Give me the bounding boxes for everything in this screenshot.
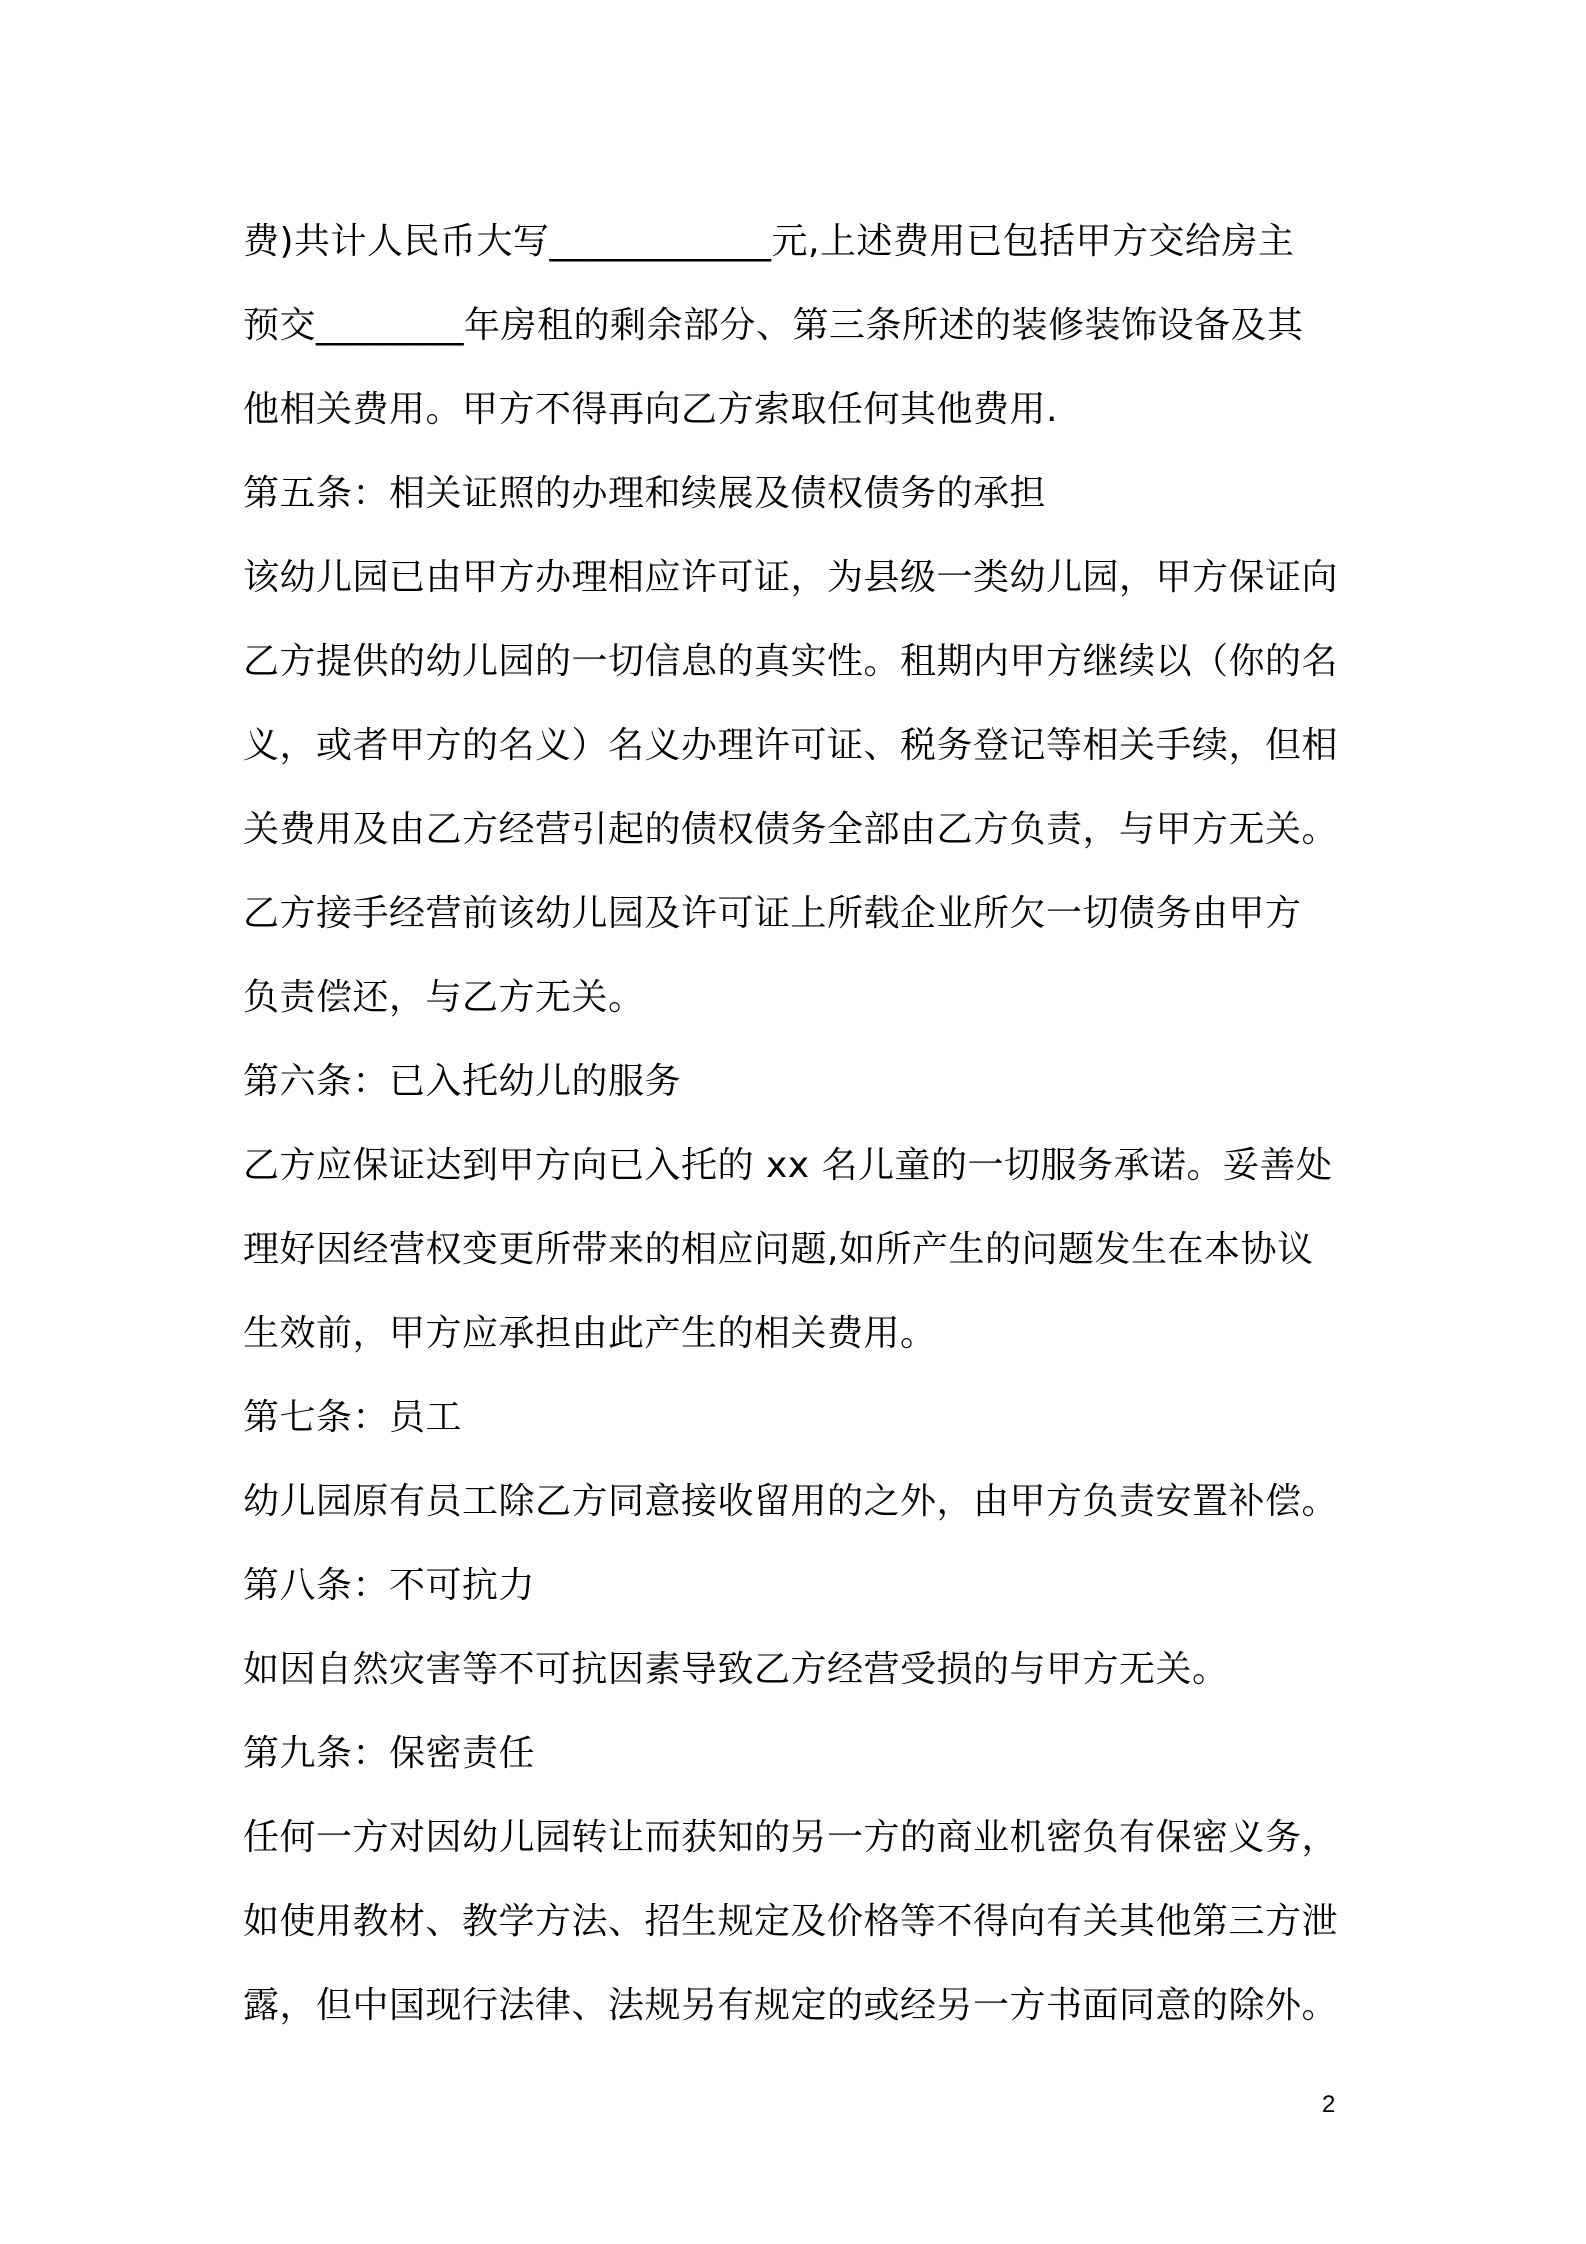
body-line: 义，或者甲方的名义）名义办理许可证、税务登记等相关手续，但相: [243, 725, 1339, 766]
body-line: 乙方应保证达到甲方向已入托的 xx 名儿童的一切服务承诺。妥善处: [243, 1145, 1333, 1186]
body-line: 负责偿还，与乙方无关。: [243, 977, 645, 1018]
body-line: 理好因经营权变更所带来的相应问题,如所产生的问题发生在本协议: [243, 1229, 1314, 1270]
section-heading-9: 第九条：保密责任: [243, 1733, 536, 1774]
body-line: 露，但中国现行法律、法规另有规定的或经另一方书面同意的除外。: [243, 1985, 1339, 2026]
body-line: 关费用及由乙方经营引起的债权债务全部由乙方负责，与甲方无关。: [243, 809, 1339, 850]
body-line: 乙方接手经营前该幼儿园及许可证上所载企业所欠一切债务由甲方: [243, 893, 1302, 934]
body-line: 如因自然灾害等不可抗因素导致乙方经营受损的与甲方无关。: [243, 1649, 1229, 1690]
section-heading-7: 第七条：员工: [243, 1397, 463, 1438]
document-body: [243, 200, 1363, 2048]
body-line: 该幼儿园已由甲方办理相应许可证，为县级一类幼儿园，甲方保证向: [243, 557, 1339, 598]
body-line: 任何一方对因幼儿园转让而获知的另一方的商业机密负有保密义务，: [243, 1817, 1339, 1858]
body-line: 如使用教材、教学方法、招生规定及价格等不得向有关其他第三方泄: [243, 1901, 1339, 1942]
body-line: 乙方提供的幼儿园的一切信息的真实性。租期内甲方继续以（你的名: [243, 641, 1339, 682]
page-number: 2: [1322, 2091, 1336, 2118]
body-line: 幼儿园原有员工除乙方同意接收留用的之外，由甲方负责安置补偿。: [243, 1481, 1339, 1522]
section-heading-5: 第五条：相关证照的办理和续展及债权债务的承担: [243, 473, 1047, 514]
body-line: 生效前，甲方应承担由此产生的相关费用。: [243, 1313, 937, 1354]
body-line: 他相关费用。甲方不得再向乙方索取任何其他费用.: [243, 389, 1058, 430]
section-heading-6: 第六条：已入托幼儿的服务: [243, 1061, 682, 1102]
body-line: 预交________年房租的剩余部分、第三条所述的装修装饰设备及其: [243, 305, 1304, 346]
section-heading-8: 第八条：不可抗力: [243, 1565, 536, 1606]
body-line: 费)共计人民币大写____________元,上述费用已包括甲方交给房主: [243, 221, 1295, 262]
